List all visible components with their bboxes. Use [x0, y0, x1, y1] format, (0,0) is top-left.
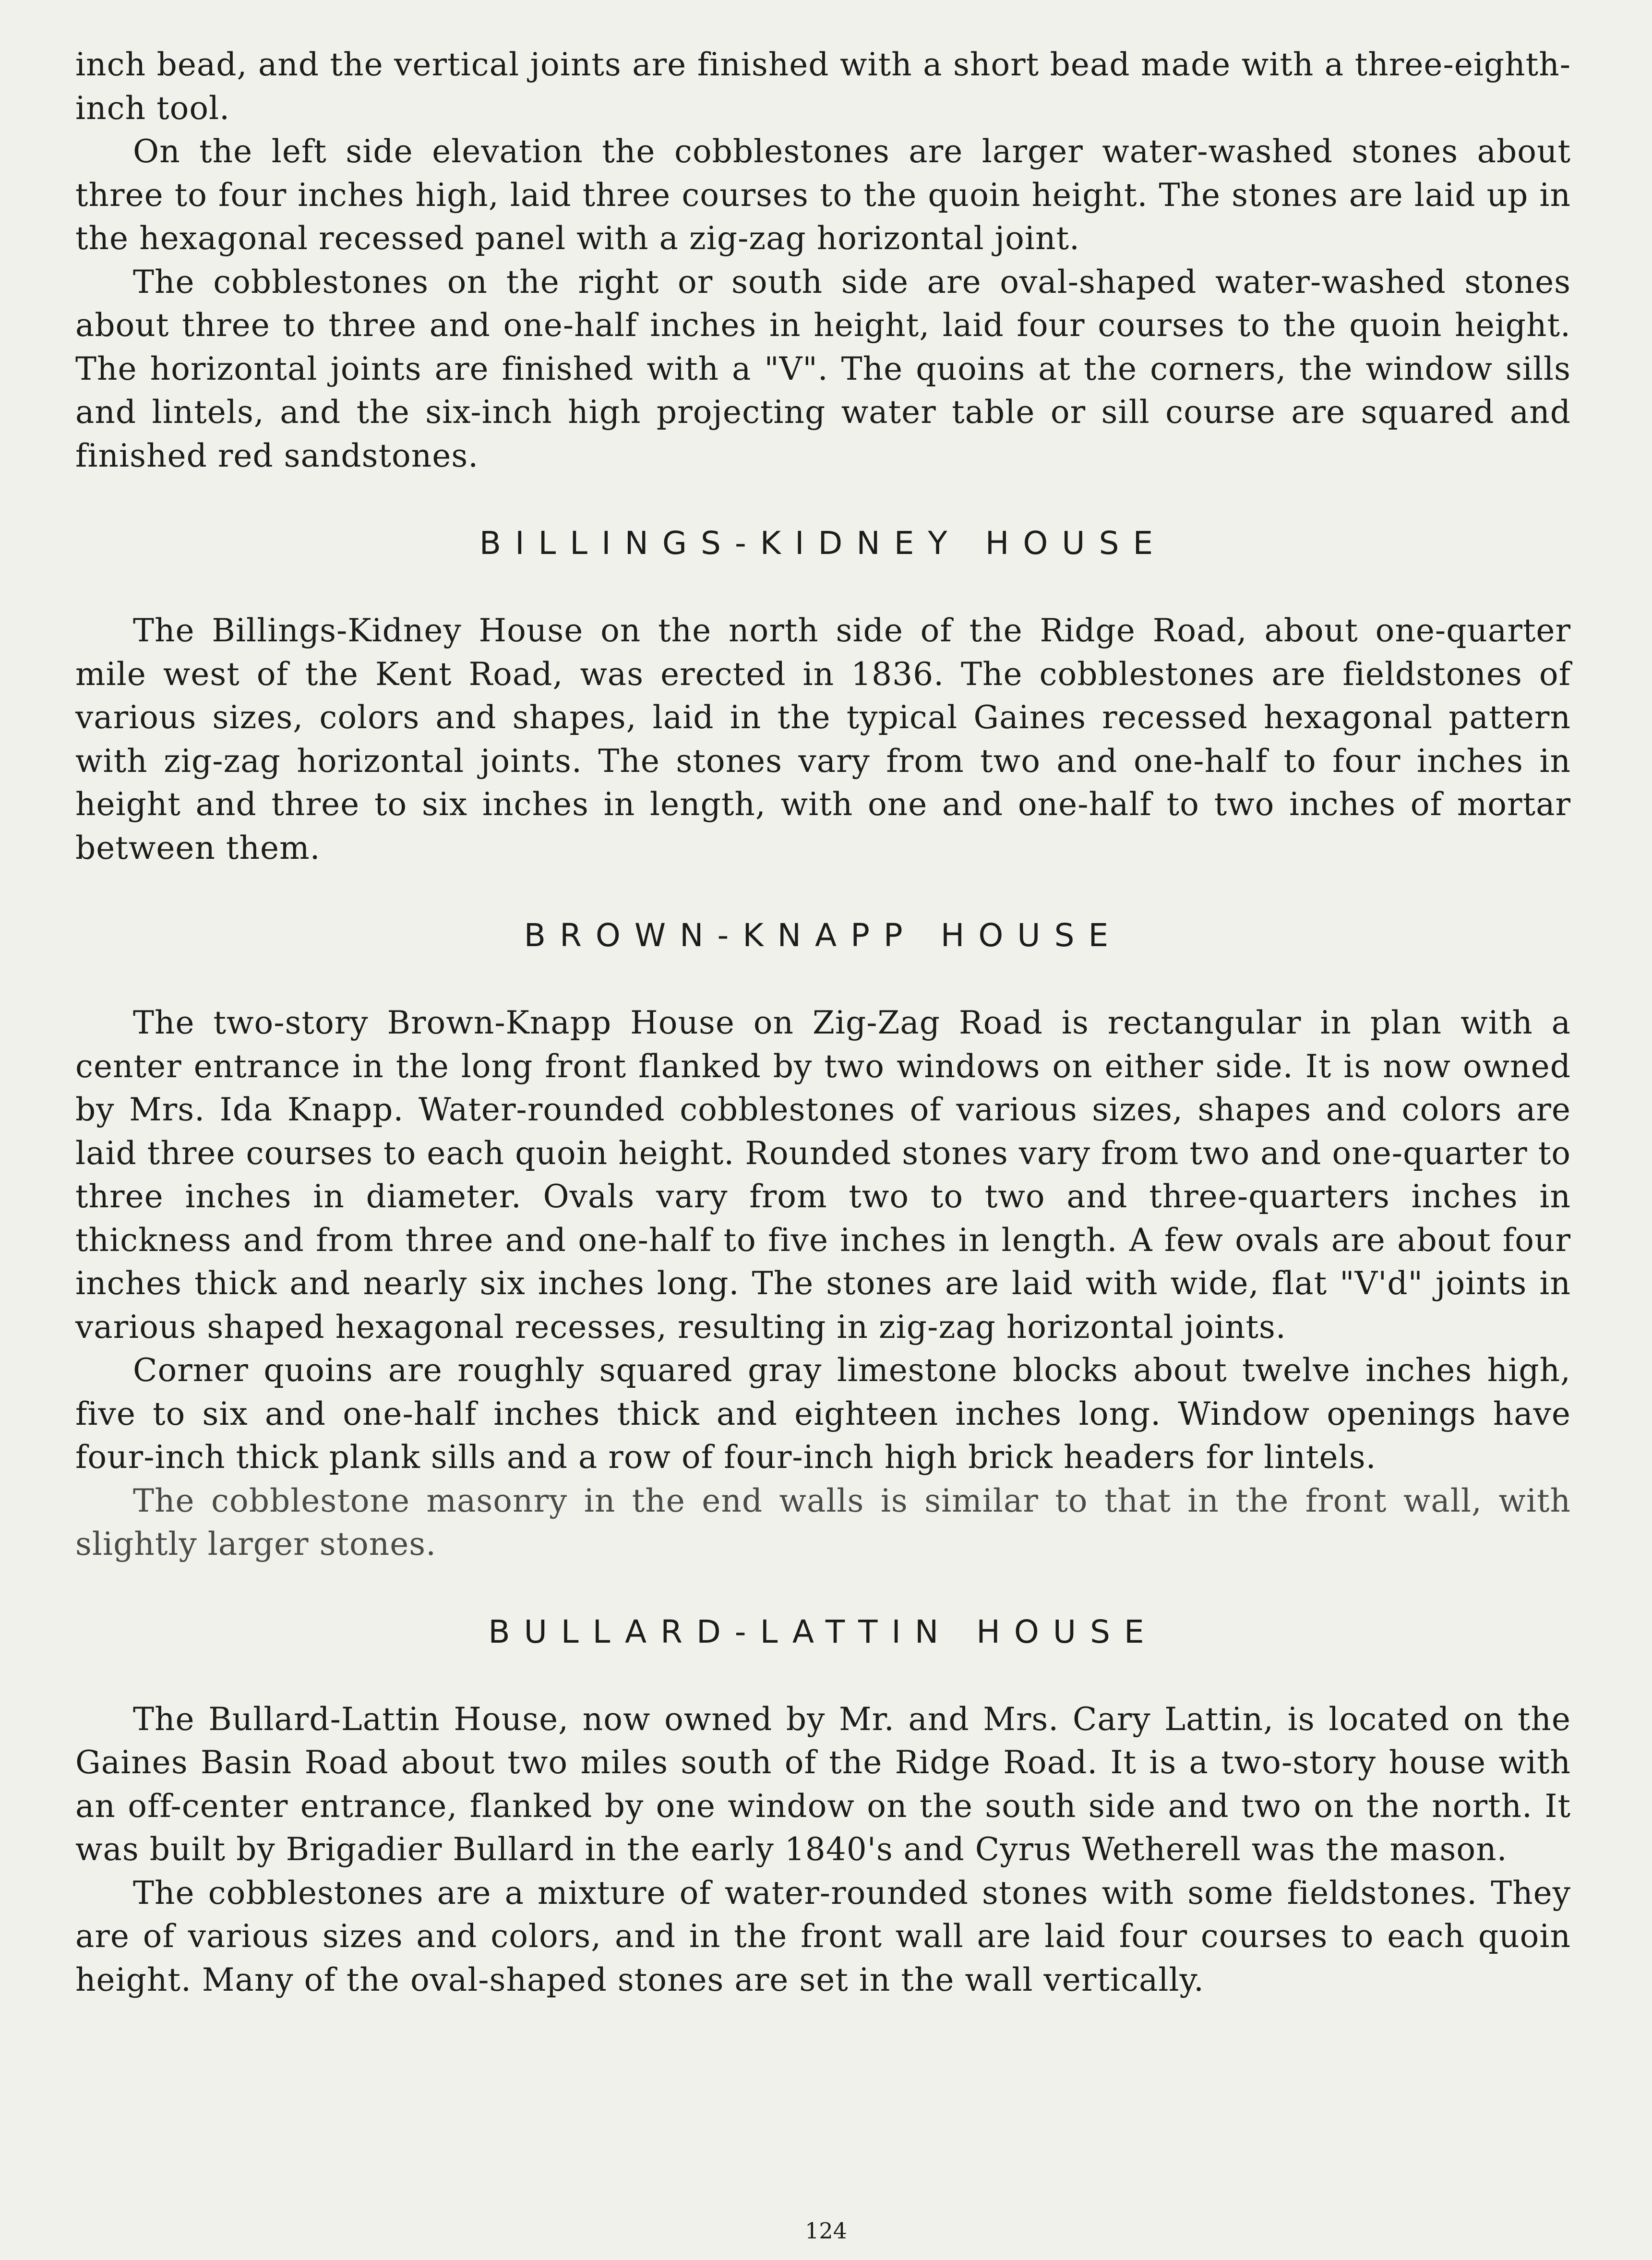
section-heading-billings-kidney: BILLINGS-KIDNEY HOUSE [479, 525, 1167, 562]
paragraph-brown-knapp-1: The two-story Brown-Knapp House on Zig-Zag Road is rectangular in plan with a center entrance in the long front flanked by two windows on either side. It is now owned by Mrs. Ida Knapp. Water-rounded cobblestones of various sizes, shapes and colors are laid three courses to each quoin height. Rounded stones vary from two and one-quarter to three inches in diameter. Ovals vary from two to two and three-quarters inches in thickness and from three and one-half to five inches in length. A few ovals are about four inches thick and nearly six inches long. The stones are laid with wide, flat "V'd" joints in various shaped hexagonal recesses, resulting in zig-zag horizontal joints. [75, 1004, 1571, 1346]
paragraph-bullard-lattin-2: The cobblestones are a mixture of water-rounded stones with some fieldstones. They are of various sizes and colors, and in the front wall are laid four courses to each quoin height. Many of the oval-shaped stones are set in the wall vertically. [75, 1874, 1571, 1998]
paragraph-bullard-lattin-1: The Bullard-Lattin House, now owned by Mr. and Mrs. Cary Lattin, is located on the Gaines Basin Road about two miles south of the Ridge Road. It is a two-story house with an off-center entrance, flanked by one window on the south side and two on the north. It was built by Brigadier Bullard in the early 1840's and Cyrus Wetherell was the mason. [75, 1700, 1571, 1868]
paragraph-brown-knapp-2: Corner quoins are roughly squared gray limestone blocks about twelve inches high, five to six and one-half inches thick and eighteen inches long. Window openings have four-inch thick plank sills and a row of four-inch high brick headers for lintels. [75, 1352, 1571, 1476]
page-number: 124 [805, 2218, 847, 2244]
paragraph-brown-knapp-3: The cobblestone masonry in the end walls is similar to that in the front wall, with slightly larger stones. [75, 1482, 1571, 1563]
section-heading-bullard-lattin: BULLARD-LATTIN HOUSE [488, 1613, 1158, 1650]
paragraph-continuation: inch bead, and the vertical joints are finished with a short bead made with a three-eighth-inch tool. [75, 46, 1571, 127]
paragraph-billings-kidney: The Billings-Kidney House on the north side of the Ridge Road, about one-quarter mile west of the Kent Road, was erected in 1836. The cobblestones are fieldstones of various sizes, colors and shapes, laid in the typical Gaines recessed hexagonal pattern with zig-zag horizontal joints. The stones vary from two and one-half to four inches in height and three to six inches in length, with one and one-half to two inches of mortar between them. [75, 612, 1571, 866]
paragraph-right-side: The cobblestones on the right or south side are oval-shaped water-washed stones about three to three and one-half inches in height, laid four courses to the quoin height. The horizontal joints are finished with a "V". The quoins at the corners, the window sills and lintels, and the six-inch high projecting water table or sill course are squared and finished red sandstones. [75, 263, 1571, 474]
document-page [75, 43, 1571, 2002]
paragraph-left-side-elevation: On the left side elevation the cobblestones are larger water-washed stones about three to four inches high, laid three courses to the quoin height. The stones are laid up in the hexagonal recessed panel with a zig-zag horizontal joint. [75, 133, 1571, 257]
section-heading-brown-knapp: BROWN-KNAPP HOUSE [524, 917, 1123, 954]
